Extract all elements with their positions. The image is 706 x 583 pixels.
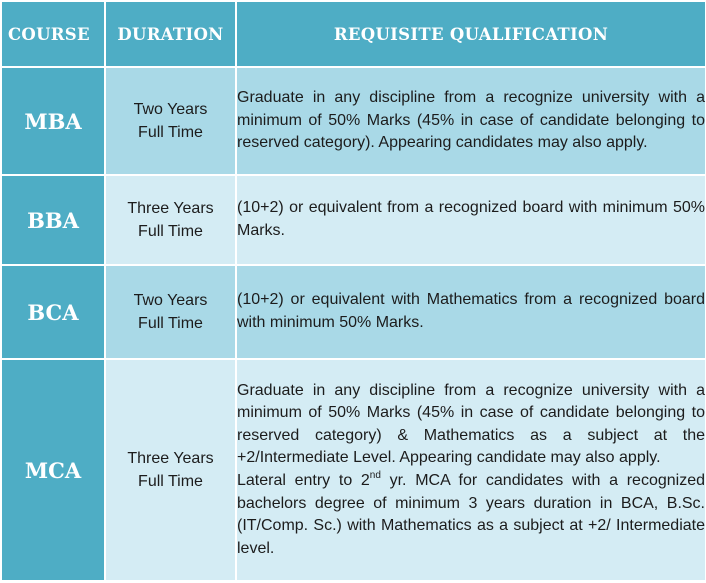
duration-mode: Full Time	[138, 124, 203, 141]
header-requisite-qualification: REQUISITE QUALIFICATION	[236, 1, 706, 67]
lateral-entry-text	[237, 470, 705, 560]
table-row	[1, 67, 706, 175]
duration-mode: Full Time	[138, 473, 203, 490]
lateral-entry-suffix: yr. MCA for candidates with a recognized bachelors degree of minimum 3 years duration in BCA, B.Sc. (IT/Comp. Sc.) with Mathematics as a subject at +2/ Intermediate level.	[237, 472, 705, 557]
course-name-mca: MCA	[1, 359, 105, 581]
table-row	[1, 359, 706, 581]
duration-years: Two Years	[133, 292, 208, 309]
header-course: COURSE	[1, 1, 105, 67]
duration-mode: Full Time	[138, 223, 203, 240]
course-name-bca: BCA	[1, 265, 105, 359]
duration-years: Three Years	[127, 450, 214, 467]
course-name-mba: MBA	[1, 67, 105, 175]
duration-mode: Full Time	[138, 315, 203, 332]
lateral-entry-prefix: Lateral entry to 2	[237, 472, 370, 489]
duration-cell	[105, 175, 236, 265]
duration-years: Three Years	[127, 200, 214, 217]
ordinal-superscript: nd	[369, 470, 381, 481]
qualification-text: (10+2) or equivalent from a recognized board with minimum 50% Marks.	[236, 175, 706, 265]
table-row	[1, 265, 706, 359]
qualification-text: Graduate in any discipline from a recognize university with a minimum of 50% Marks (45% in case of candidate belonging to reserved category). Appearing candidates may also apply.	[236, 67, 706, 175]
duration-cell	[105, 359, 236, 581]
qualification-main-text: Graduate in any discipline from a recognize university with a minimum of 50% Marks (45% in case of candidate belonging to reserved category) & Mathematics as a subject at the +2/Intermediate Level. Appearing candidate may also apply.	[237, 381, 705, 467]
duration-years: Two Years	[133, 101, 208, 118]
duration-cell	[105, 265, 236, 359]
course-name-bba: BBA	[1, 175, 105, 265]
duration-cell	[105, 67, 236, 175]
qualification-text	[236, 359, 706, 581]
qualification-text: (10+2) or equivalent with Mathematics from a recognized board with minimum 50% Marks.	[236, 265, 706, 359]
header-duration: DURATION	[105, 1, 236, 67]
table-header-row	[1, 1, 706, 67]
table-row	[1, 175, 706, 265]
